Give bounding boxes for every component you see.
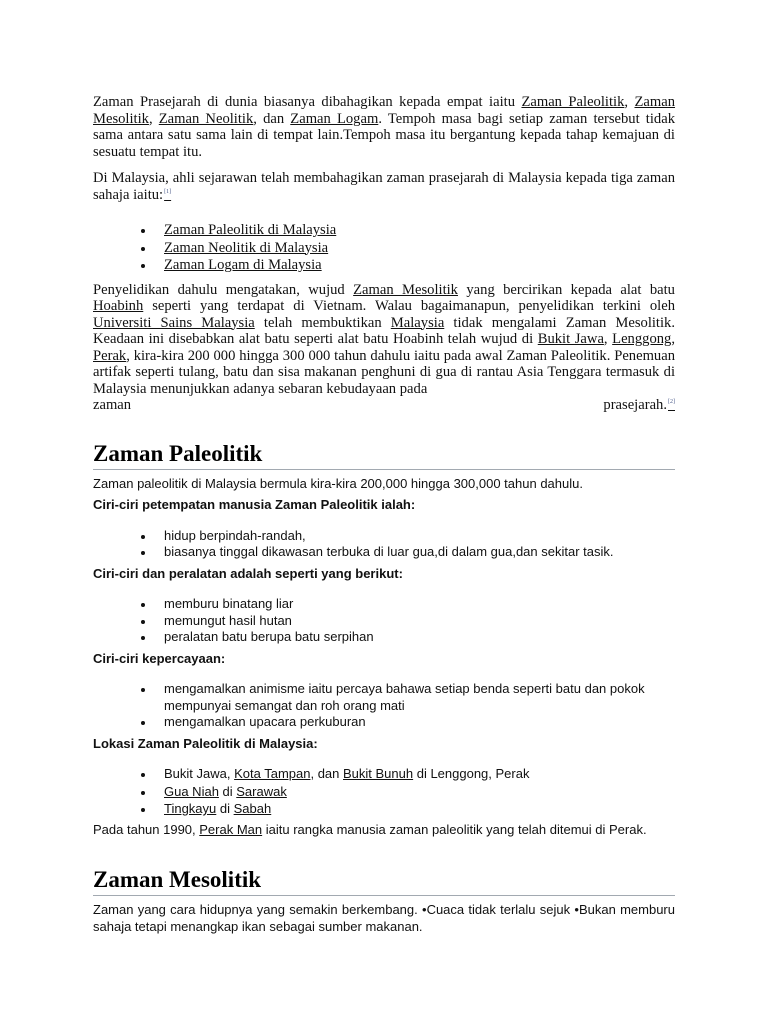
intro-text: , kira-kira 200 000 hingga 300 000 tahun dahulu iaitu pada awal Zaman Paleolitik. Penemuan artifak seperti tulang, batu dan sisa makanan penghuni di gua di rantau Asia Tenggara termasuk di Malaysia menunjukkan adanya sebaran kebudayaan pada xyxy=(93,347,675,397)
subheading-peralatan: Ciri-ciri dan peralatan adalah seperti yang berikut: xyxy=(93,565,403,581)
link-paleolitik-malaysia[interactable]: Zaman Paleolitik di Malaysia xyxy=(164,222,337,238)
list-item xyxy=(93,257,675,274)
intro-text: Penyelidikan dahulu mengatakan, wujud xyxy=(93,281,354,298)
closing-text: iaitu rangka manusia zaman paleolitik yang telah ditemui di Perak. xyxy=(262,821,647,837)
list-text: Bukit Jawa, xyxy=(164,766,235,781)
reference-link-1[interactable] xyxy=(163,187,171,203)
reference-marker: [1] xyxy=(164,188,172,195)
petempatan-list xyxy=(93,528,675,561)
intro-text: yang bercirikan kepada alat batu xyxy=(457,281,675,298)
link-universiti-sains-malaysia[interactable]: Universiti Sains Malaysia xyxy=(93,314,255,331)
intro-text: prasejarah. xyxy=(603,397,667,413)
intro-text: , dan xyxy=(253,110,291,127)
list-text: di Lenggong, Perak xyxy=(413,766,530,781)
reference-link-2[interactable] xyxy=(667,397,675,413)
link-bukit-jawa[interactable]: Bukit Jawa xyxy=(537,331,604,347)
intro-text: . Tempoh masa bagi setiap zaman tersebut tidak sama antara satu sama lain di tempat lain.Tempoh masa itu bergantung kepada tahap kemajuan di sesuatu tempat itu. xyxy=(93,110,675,160)
list-item: peralatan batu berupa batu serpihan xyxy=(93,629,675,646)
list-item xyxy=(93,222,675,239)
link-zaman-logam[interactable]: Zaman Logam xyxy=(290,110,379,127)
list-item xyxy=(93,801,675,818)
article-body xyxy=(93,94,675,935)
intro-text: , xyxy=(148,110,159,127)
link-zaman-paleolitik[interactable]: Zaman Paleolitik xyxy=(521,94,625,110)
kepercayaan-list xyxy=(93,681,675,731)
list-item: mengamalkan upacara perkuburan xyxy=(93,714,675,731)
period-list xyxy=(93,222,675,274)
list-item: memungut hasil hutan xyxy=(93,613,675,630)
intro-text: Di Malaysia, ahli sejarawan telah membahagikan zaman prasejarah di Malaysia kepada tiga zaman sahaja iaitu: xyxy=(93,170,675,203)
link-zaman-mesolitik[interactable]: Zaman Mesolitik xyxy=(93,94,676,127)
link-perak[interactable]: Perak xyxy=(93,347,127,364)
list-item: memburu binatang liar xyxy=(93,596,675,613)
link-bukit-bunuh[interactable]: Bukit Bunuh xyxy=(343,766,414,781)
section-heading-paleolitik: Zaman Paleolitik xyxy=(93,441,675,470)
intro-text: , xyxy=(671,331,675,347)
link-lenggong[interactable]: Lenggong xyxy=(612,331,672,347)
link-zaman-mesolitik-2[interactable]: Zaman Mesolitik xyxy=(353,281,458,298)
link-perak-man[interactable]: Perak Man xyxy=(199,821,263,837)
section-heading-mesolitik: Zaman Mesolitik xyxy=(93,867,675,896)
lokasi-list xyxy=(93,766,675,818)
intro-text: Zaman Prasejarah di dunia biasanya dibahagikan kepada empat iaitu xyxy=(93,94,522,110)
link-malaysia[interactable]: Malaysia xyxy=(390,314,445,331)
link-kota-tampan[interactable]: Kota Tampan xyxy=(234,766,311,781)
list-item: biasanya tinggal dikawasan terbuka di luar gua,di dalam gua,dan sekitar tasik. xyxy=(93,544,675,561)
paragraph-last-line xyxy=(93,397,675,414)
link-gua-niah[interactable]: Gua Niah xyxy=(164,783,219,799)
list-text: di xyxy=(218,783,237,799)
intro-paragraph-1 xyxy=(93,94,675,160)
link-hoabinh[interactable]: Hoabinh xyxy=(93,298,144,314)
peralatan-list xyxy=(93,596,675,646)
subheading-petempatan: Ciri-ciri petempatan manusia Zaman Paleolitik ialah: xyxy=(93,497,416,512)
intro-paragraph-3 xyxy=(93,282,675,414)
list-item xyxy=(93,240,675,257)
list-text: di xyxy=(216,801,234,816)
closing-text: Pada tahun 1990, xyxy=(93,821,200,837)
intro-text: , xyxy=(624,94,635,110)
intro-text: seperti yang terdapat di Vietnam. Walau bagaimanapun, penyelidikan terkini oleh xyxy=(143,298,675,314)
list-item xyxy=(93,784,675,801)
subheading-kepercayaan: Ciri-ciri kepercayaan: xyxy=(93,650,226,666)
link-sarawak[interactable]: Sarawak xyxy=(236,783,287,799)
intro-text: , xyxy=(603,331,613,347)
paragraph-end xyxy=(603,397,675,414)
mesolitik-text: Zaman yang cara hidupnya yang semakin berkembang. •Cuaca tidak terlalu sejuk •Bukan memburu sahaja tetapi menangkap ikan sebagai sumber makanan. xyxy=(93,902,675,934)
link-neolitik-malaysia[interactable]: Zaman Neolitik di Malaysia xyxy=(164,239,329,256)
link-logam-malaysia[interactable]: Zaman Logam di Malaysia xyxy=(164,257,322,273)
intro-paragraph-2 xyxy=(93,170,675,203)
paleolitik-intro: Zaman paleolitik di Malaysia bermula kira-kira 200,000 hingga 300,000 tahun dahulu. xyxy=(93,475,583,491)
paleolitik-closing xyxy=(93,822,675,839)
intro-text: tidak mengalami Zaman Mesolitik. Keadaan ini disebabkan alat batu seperti alat batu Hoabinh telah wujud di xyxy=(93,314,675,347)
intro-text: telah membuktikan xyxy=(254,314,391,331)
reference-marker: [2] xyxy=(668,399,675,406)
subheading-lokasi: Lokasi Zaman Paleolitik di Malaysia: xyxy=(93,735,318,751)
link-zaman-neolitik[interactable]: Zaman Neolitik xyxy=(158,110,254,127)
intro-text: zaman xyxy=(93,397,132,413)
link-sabah[interactable]: Sabah xyxy=(233,801,272,816)
list-item: mengamalkan animisme iaitu percaya bahawa setiap benda seperti batu dan pokok mempunyai semangat dan roh orang mati xyxy=(93,681,675,714)
list-item xyxy=(93,766,675,783)
list-text: , dan xyxy=(310,766,343,781)
paragraph-body xyxy=(93,282,675,398)
link-tingkayu[interactable]: Tingkayu xyxy=(164,801,217,816)
list-item: hidup berpindah-randah, xyxy=(93,528,675,545)
